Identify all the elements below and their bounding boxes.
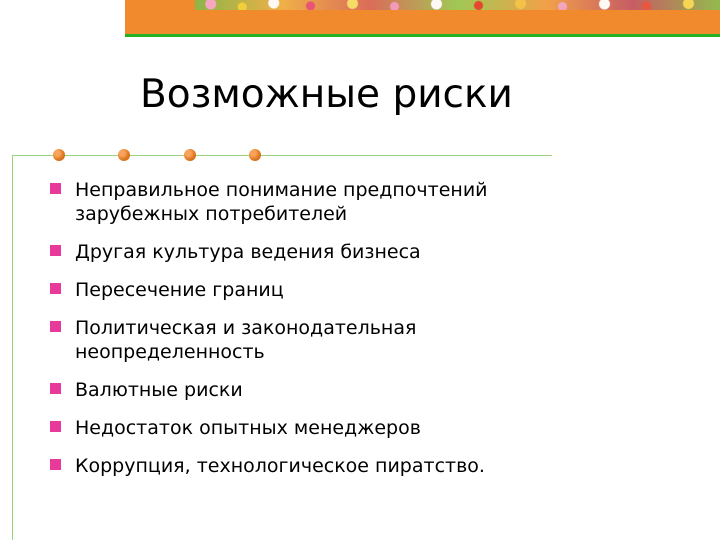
square-bullet-icon [50, 421, 61, 432]
header-green-line [125, 34, 720, 37]
decorative-dot-4 [249, 149, 261, 161]
floral-decoration-image [195, 0, 720, 10]
list-item [50, 240, 570, 264]
square-bullet-icon [50, 183, 61, 194]
risk-bullet-list [50, 178, 570, 492]
list-item [50, 278, 570, 302]
list-item-text: Недостаток опытных менеджеров [75, 417, 421, 439]
square-bullet-icon [50, 283, 61, 294]
title-underline-rule [12, 155, 552, 156]
list-item [50, 316, 570, 364]
decorative-dot-3 [184, 149, 196, 161]
left-vertical-rule [12, 155, 13, 540]
list-item-text: Коррупция, технологическое пиратство. [75, 455, 485, 477]
square-bullet-icon [50, 321, 61, 332]
list-item-text: Неправильное понимание предпочтений зарубежных потребителей [75, 179, 488, 225]
list-item [50, 378, 570, 402]
list-item-text: Политическая и законодательная неопределенность [75, 317, 417, 363]
list-item-text: Пересечение границ [75, 279, 284, 301]
square-bullet-icon [50, 459, 61, 470]
list-item [50, 178, 570, 226]
list-item [50, 416, 570, 440]
list-item-text: Другая культура ведения бизнеса [75, 241, 421, 263]
square-bullet-icon [50, 245, 61, 256]
slide-title: Возможные риски [140, 72, 513, 117]
decorative-dot-1 [53, 149, 65, 161]
decorative-dot-2 [118, 149, 130, 161]
list-item-text: Валютные риски [75, 379, 243, 401]
square-bullet-icon [50, 383, 61, 394]
list-item [50, 454, 570, 478]
